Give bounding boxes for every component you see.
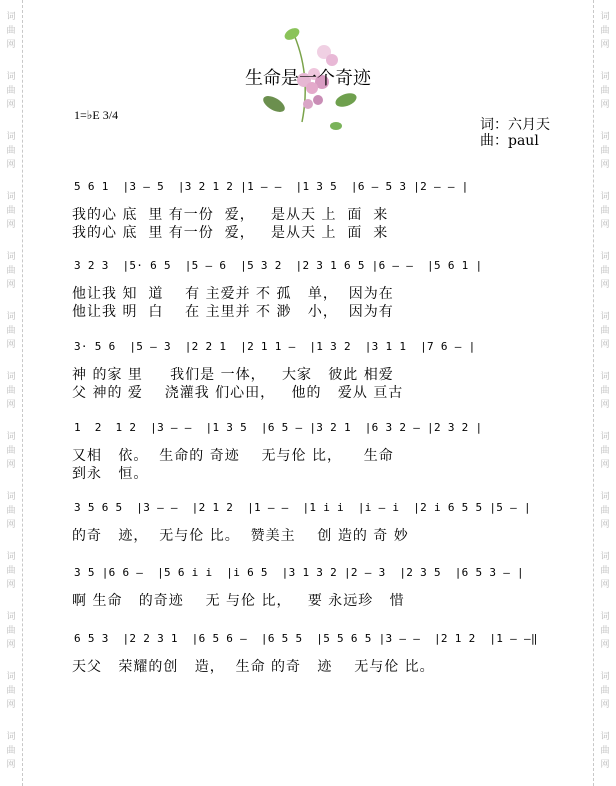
lyric-line: 的奇 迹， 无与伦 比。 赞美主 创 造的 奇 妙 (72, 528, 409, 544)
watermark-text: 词 曲 网 (6, 72, 16, 110)
lyric-line: 啊 生命 的奇迹 无 与伦 比， 要 永远珍 惜 (72, 593, 405, 609)
lyric-line: 又相 依。 生命的 奇迹 无与伦 比， 生命 (72, 448, 394, 464)
watermark-text: 词 曲 网 (6, 492, 16, 530)
notation-line: 3 5 6 5 |3 – – |2 1 2 |1 – – |1 i i |i – i |2 i 6 5 5 |5 – | (74, 501, 531, 514)
lyric-line: 他让我 明 白 在 主里并 不 渺 小， 因为有 (72, 304, 394, 320)
watermark-text: 词 曲 网 (6, 612, 16, 650)
key-signature: 1=♭E 3/4 (74, 108, 119, 122)
watermark-text: 词 曲 网 (6, 312, 16, 350)
watermark-text: 词 曲 网 (6, 132, 16, 170)
watermark-text: 词 曲 网 (600, 192, 610, 230)
lyric-line: 他让我 知 道 有 主爱并 不 孤 单， 因为在 (72, 286, 394, 302)
composer-credit: 曲：paul (480, 133, 539, 149)
watermark-text: 词 曲 网 (600, 612, 610, 650)
watermark-text: 词 曲 网 (6, 252, 16, 290)
lyric-line: 我的心 底 里 有一份 爱， 是从天 上 面 来 (72, 207, 389, 223)
notation-line: 6 5 3 |2 2 3 1 |6 5 6 – |6 5 5 |5 5 6 5 |3 – – |2 1 2 |1 – –‖ (74, 632, 538, 645)
lyric-line: 父 神的 爱 浇灌我 们心田， 他的 爱从 亘古 (72, 385, 404, 401)
lyric-line: 天父 荣耀的创 造， 生命 的奇 迹 无与伦 比。 (72, 659, 435, 675)
song-title: 生命是一个奇迹 (245, 68, 371, 89)
notation-line: 5 6 1 |3 – 5 |3 2 1 2 |1 – – |1 3 5 |6 – 5 3 |2 – – | (74, 180, 469, 193)
watermark-text: 词 曲 网 (600, 312, 610, 350)
watermark-text: 词 曲 网 (600, 372, 610, 410)
watermark-text: 词 曲 网 (6, 372, 16, 410)
notation-line: 3 5 |6 6 – |5 6 i i |i 6 5 |3 1 3 2 |2 – 3 |2 3 5 |6 5 3 – | (74, 566, 524, 579)
lyric-line: 我的心 底 里 有一份 爱， 是从天 上 面 来 (72, 225, 389, 241)
watermark-text: 词 曲 网 (6, 192, 16, 230)
watermark-text: 词 曲 网 (600, 12, 610, 50)
watermark-text: 词 曲 网 (600, 552, 610, 590)
watermark-text: 词 曲 网 (6, 552, 16, 590)
lyric-line: 到永 恒。 (72, 466, 149, 482)
watermark-text: 词 曲 网 (600, 72, 610, 110)
watermark-text: 词 曲 网 (6, 672, 16, 710)
watermark-text: 词 曲 网 (600, 732, 610, 770)
watermark-text: 词 曲 网 (600, 492, 610, 530)
notation-line: 1 2 1 2 |3 – – |1 3 5 |6 5 – |3 2 1 |6 3 2 – |2 3 2 | (74, 421, 483, 434)
watermark-text: 词 曲 网 (600, 672, 610, 710)
watermark-text: 词 曲 网 (600, 132, 610, 170)
notation-line: 3· 5 6 |5 – 3 |2 2 1 |2 1 1 – |1 3 2 |3 1 1 |7 6 – | (74, 340, 476, 353)
watermark-text: 词 曲 网 (6, 432, 16, 470)
lyricist-credit: 词：六月天 (480, 117, 550, 133)
lyric-line: 神 的家 里 我们是 一体， 大家 彼此 相爱 (72, 367, 394, 383)
watermark-text: 词 曲 网 (6, 732, 16, 770)
watermark-text: 词 曲 网 (600, 432, 610, 470)
notation-line: 3 2 3 |5· 6 5 |5 – 6 |5 3 2 |2 3 1 6 5 |6 – – |5 6 1 | (74, 259, 483, 272)
watermark-text: 词 曲 网 (6, 12, 16, 50)
watermark-text: 词 曲 网 (600, 252, 610, 290)
